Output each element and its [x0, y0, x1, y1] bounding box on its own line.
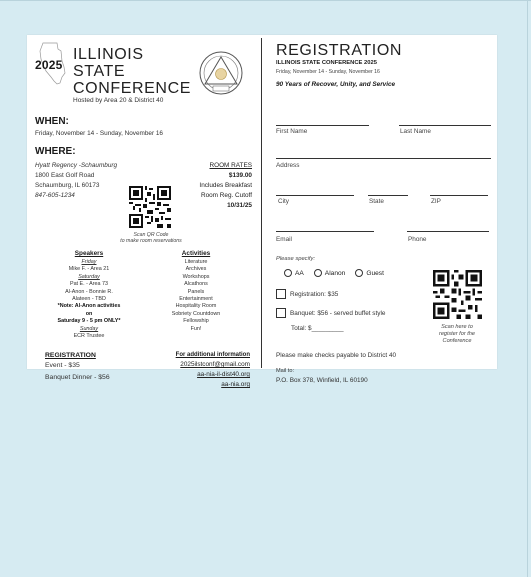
- activity-item: Panels: [187, 288, 205, 295]
- address-line: Schaumburg, IL 60173: [35, 182, 100, 189]
- first-name-line[interactable]: [276, 125, 369, 126]
- room-price: $139.00: [228, 172, 252, 179]
- area-website-link[interactable]: aa-nia.org: [221, 381, 250, 388]
- activity-item: Entertainment: [179, 296, 213, 303]
- title-line-2: STATE: [73, 63, 126, 80]
- room-rates: [199, 162, 252, 212]
- radio-circle-icon: [314, 269, 322, 277]
- attendee-type-options: [284, 269, 384, 277]
- city-line[interactable]: [276, 195, 354, 196]
- address-line: 1800 East Golf Road: [35, 172, 95, 179]
- phone-label: Phone: [408, 236, 427, 243]
- speaker-line: Pat E. - Area 73: [69, 281, 109, 288]
- conference-flyer: [27, 35, 497, 388]
- speakers-heading: Speakers: [74, 250, 104, 257]
- speaker-line: Mike F. - Area 21: [68, 266, 110, 273]
- mail-to-label: Mail to:: [276, 368, 295, 374]
- checkbox-icon: [276, 289, 286, 299]
- checkbox-icon: [276, 308, 286, 318]
- banquet-checkbox[interactable]: Banquet: $56 - served buffet style: [276, 308, 385, 318]
- venue-name: Hyatt Regency -Schaumburg: [35, 162, 118, 169]
- email-line[interactable]: [276, 231, 374, 232]
- mailing-address: P.O. Box 378, Winfield, IL 60190: [276, 377, 368, 384]
- city-label: City: [278, 198, 290, 205]
- phone-line[interactable]: [407, 231, 489, 232]
- speaker-line: ECR Trustee: [73, 333, 105, 340]
- district-website-link[interactable]: aa-nia-il-dist40.org: [197, 371, 250, 378]
- speaker-line: Sunday: [79, 325, 99, 332]
- more-info-heading: For additional information: [175, 352, 250, 358]
- please-specify: Please specify:: [276, 256, 315, 262]
- column-divider: [261, 38, 262, 368]
- activity-item: Workshops: [182, 273, 210, 280]
- room-rates-heading[interactable]: ROOM RATES: [209, 162, 252, 169]
- speaker-line: Al-Anon - Bonnie R.: [65, 288, 113, 295]
- registration-qr-code[interactable]: [433, 270, 482, 319]
- radio-alanon[interactable]: Alanon: [314, 269, 346, 277]
- when-dates: Friday, November 14 - Sunday, November 16: [35, 130, 163, 137]
- registration-fee-checkbox[interactable]: Registration: $35: [276, 289, 338, 299]
- checks-payable-note: Please make checks payable to District 40: [276, 352, 397, 359]
- state-line[interactable]: [368, 195, 408, 196]
- hosted-by: Hosted by Area 20 & District 40: [73, 97, 164, 104]
- activities-list: [159, 259, 233, 333]
- speaker-line: Alateen - TBD: [72, 296, 106, 303]
- email-link[interactable]: 2025ilstconf@gmail.com: [180, 361, 250, 368]
- activity-item: Archives: [185, 266, 207, 273]
- speaker-line: Saturday 9 - 5 pm ONLY*: [57, 318, 121, 325]
- speaker-line: Saturday: [78, 273, 100, 280]
- speaker-line: Friday: [81, 259, 97, 265]
- where-heading: WHERE:: [35, 146, 76, 157]
- speakers-section: [55, 250, 123, 340]
- speakers-list: [55, 259, 123, 340]
- activity-item: Sobriety Countdown: [171, 310, 221, 317]
- registration-prices-heading: REGISTRATION: [45, 352, 96, 359]
- event-price: Event - $35: [45, 362, 80, 369]
- state-label: State: [369, 198, 384, 205]
- phone-number: 847-605-1234: [35, 192, 75, 199]
- activity-item: Fun!: [190, 325, 202, 332]
- room-qr-caption: Scan QR Code to make room reservations: [120, 232, 182, 244]
- registration-dates: Friday, November 14 - Sunday, November 16: [276, 69, 380, 75]
- title-line-1: ILLINOIS: [73, 46, 144, 63]
- registration-subtitle: ILLINOIS STATE CONFERENCE 2025: [276, 60, 377, 66]
- radio-guest[interactable]: Guest: [355, 269, 384, 277]
- title-line-3: CONFERENCE: [73, 80, 192, 97]
- last-name-line[interactable]: [399, 125, 491, 126]
- room-cutoff-date: 10/31/25: [227, 202, 252, 209]
- address-label: Address: [276, 162, 300, 169]
- total-amount: Total: $_________: [291, 325, 344, 332]
- zip-label: ZIP: [431, 198, 441, 205]
- last-name-label: Last Name: [400, 128, 431, 135]
- banquet-price: Banquet Dinner - $56: [45, 374, 110, 381]
- radio-aa[interactable]: AA: [284, 269, 304, 277]
- viewer-border-top: [0, 0, 531, 1]
- speaker-line: *Note: Al-Anon activities on: [57, 303, 121, 317]
- radio-circle-icon: [355, 269, 363, 277]
- radio-circle-icon: [284, 269, 292, 277]
- aa-circle-triangle-emblem-icon: [198, 50, 244, 96]
- activities-heading: Activities: [181, 250, 211, 257]
- registration-qr-caption: Scan here to register for the Conference: [438, 324, 476, 344]
- room-reservation-qr-code[interactable]: [129, 186, 171, 228]
- email-label: Email: [276, 236, 292, 243]
- viewer-border-right: [527, 0, 528, 577]
- activity-item: Hospitality Room: [175, 303, 217, 310]
- activities-section: [159, 250, 233, 333]
- activity-item: Alcathons: [184, 281, 208, 288]
- registration-title: REGISTRATION: [276, 42, 403, 59]
- activity-item: Fellowship: [183, 318, 209, 325]
- address-line-input[interactable]: [276, 158, 491, 159]
- zip-line[interactable]: [430, 195, 488, 196]
- room-cutoff-label: Room Reg. Cutoff: [200, 192, 252, 199]
- room-includes: Includes Breakfast: [199, 182, 252, 189]
- when-heading: WHEN:: [35, 116, 69, 127]
- registration-tagline: 90 Years of Recover, Unity, and Service: [276, 81, 396, 88]
- conference-year: 2025: [35, 58, 63, 72]
- activity-item: Literature: [184, 259, 208, 265]
- first-name-label: First Name: [276, 128, 308, 135]
